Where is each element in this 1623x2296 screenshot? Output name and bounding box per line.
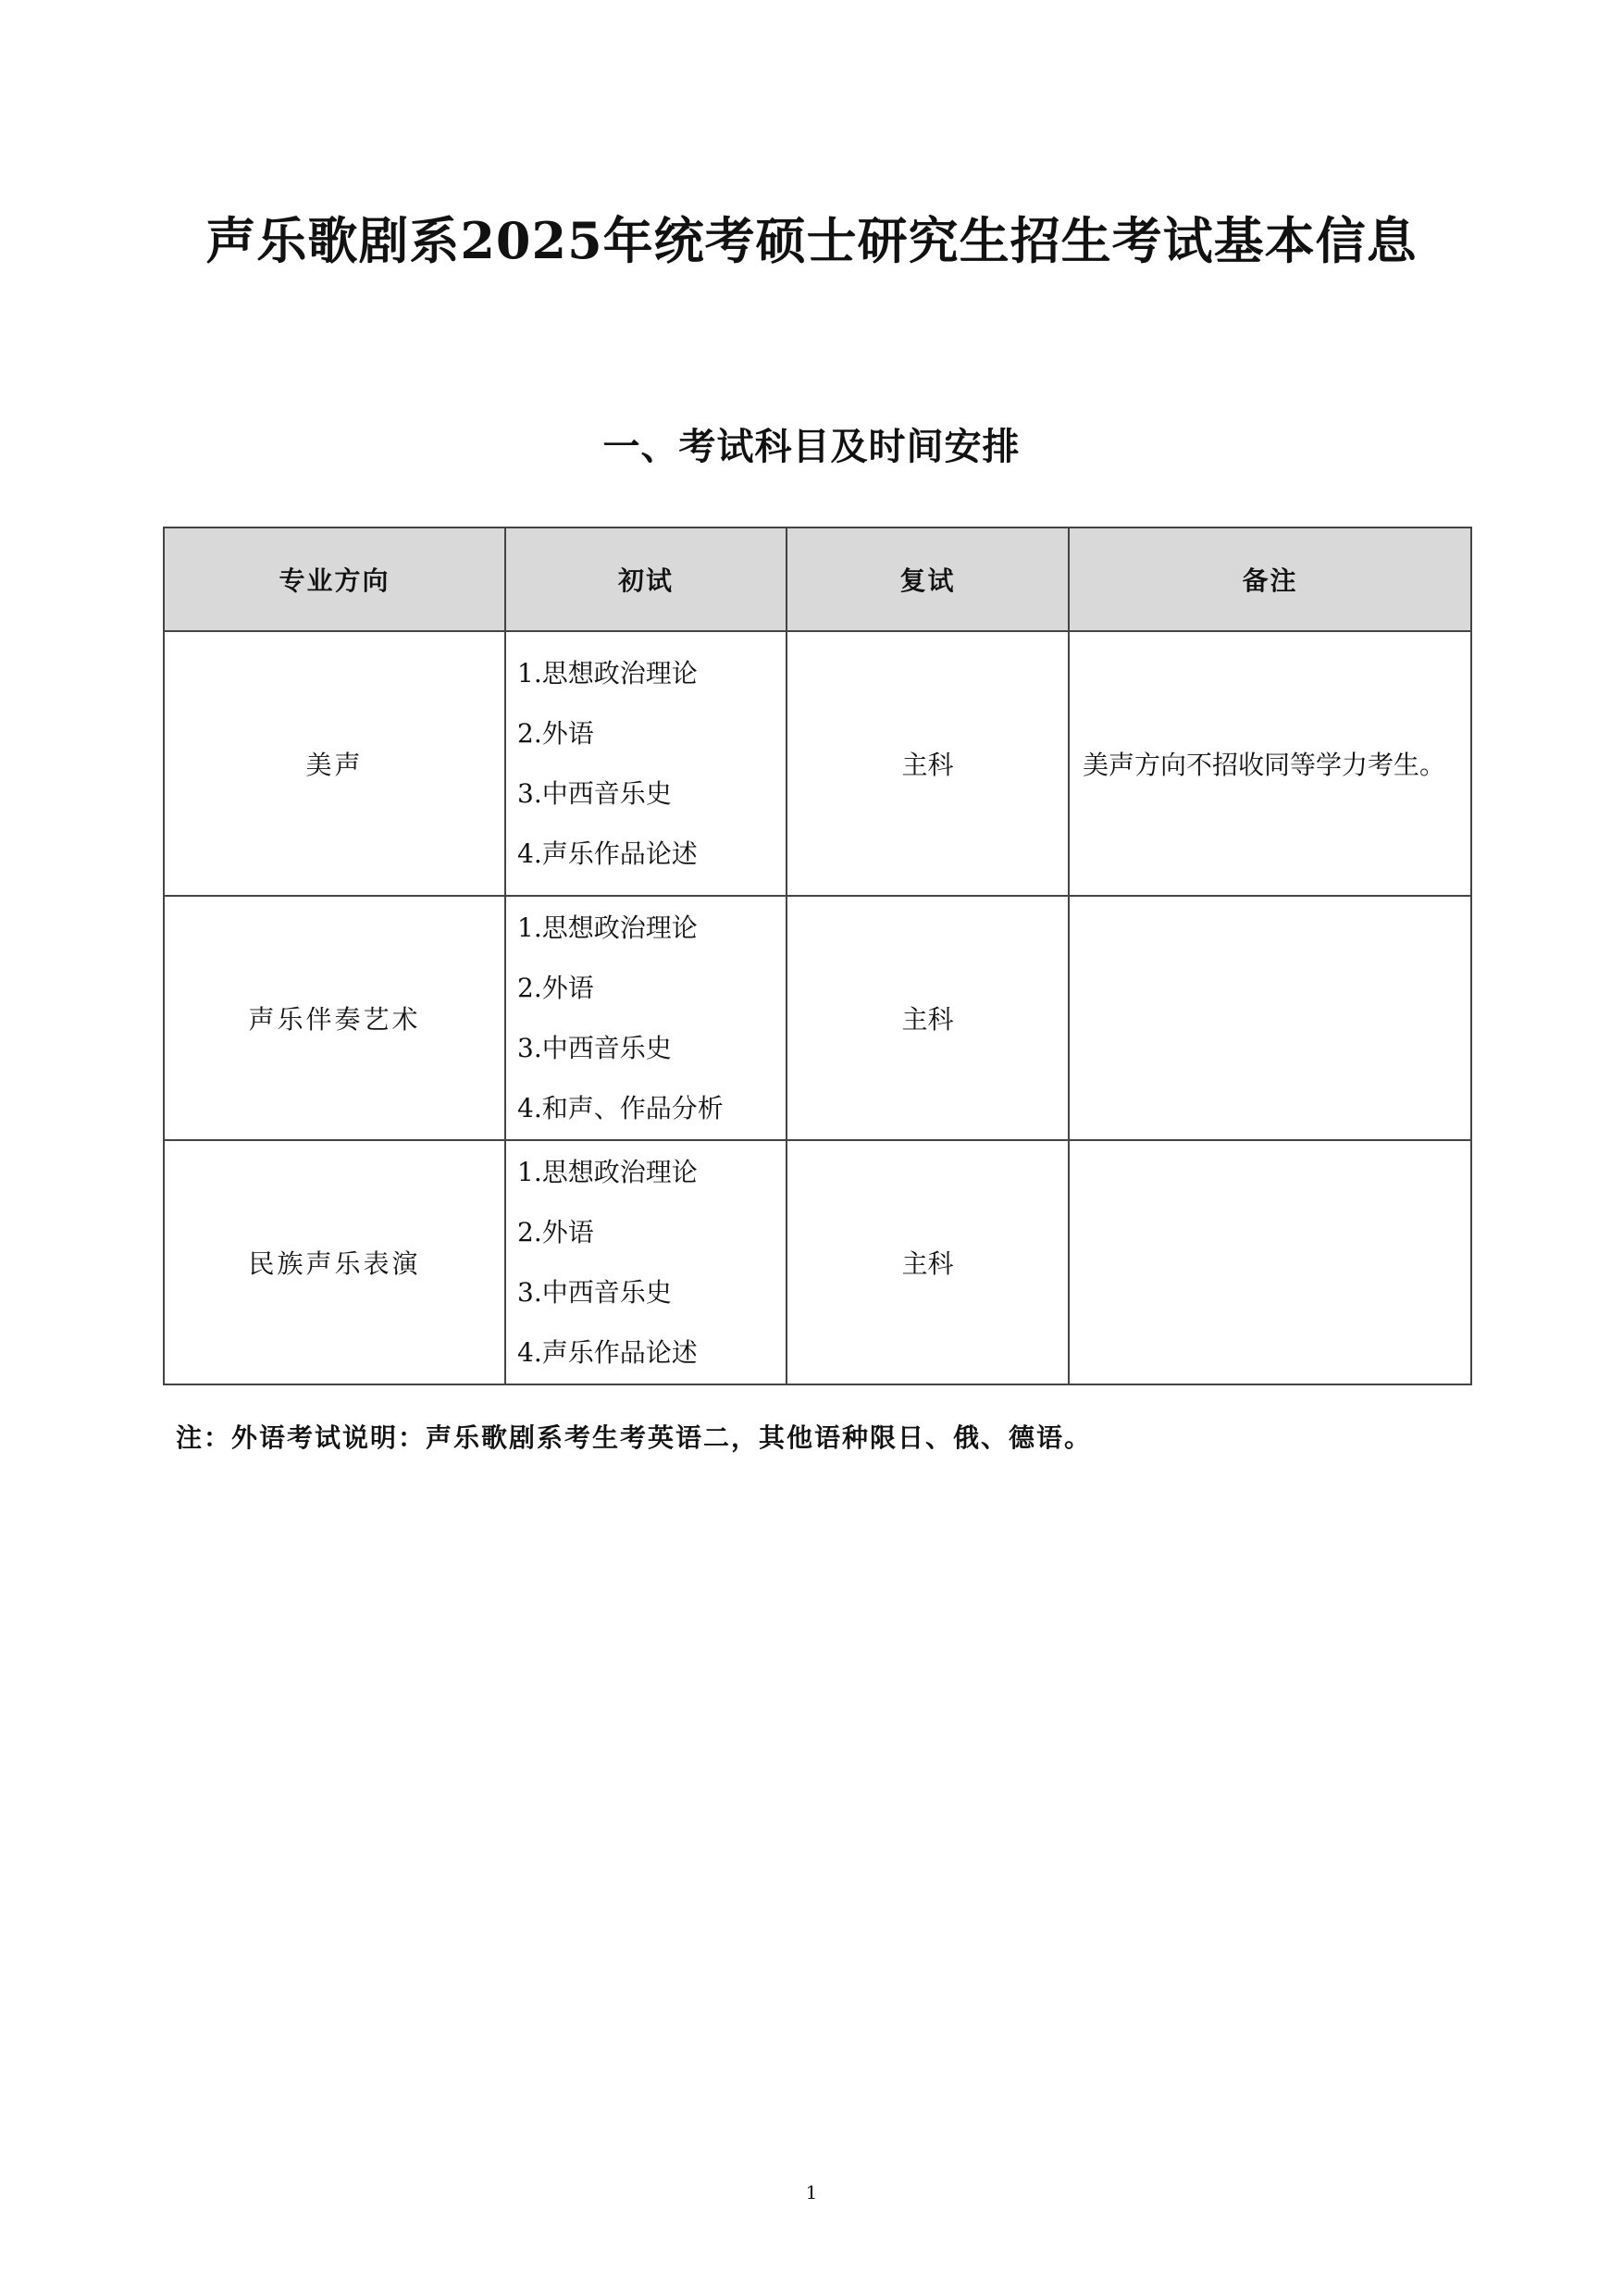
table-header-row: [164, 527, 1471, 631]
retest-cell: 主科: [787, 1140, 1069, 1384]
direction-cell: 声乐伴奏艺术: [164, 896, 505, 1140]
header-retest: 复试: [787, 527, 1069, 631]
exam-schedule-table: [163, 527, 1472, 1385]
subject-item: 4.声乐作品论述: [517, 1337, 698, 1368]
footnote: 注：外语考试说明：声乐歌剧系考生考英语二，其他语种限日、俄、德语。: [176, 1422, 1093, 1453]
table-row: [164, 631, 1471, 896]
direction-cell: 美声: [164, 631, 505, 896]
header-preliminary: 初试: [505, 527, 787, 631]
subject-item: 2.外语: [517, 718, 594, 749]
subject-item: 3.中西音乐史: [517, 1277, 672, 1308]
subject-item: 3.中西音乐史: [517, 778, 672, 809]
retest-cell: 主科: [787, 631, 1069, 896]
note-cell: 美声方向不招收同等学力考生。: [1069, 631, 1471, 896]
subject-item: 1.思想政治理论: [517, 912, 698, 943]
subject-item: 1.思想政治理论: [517, 658, 698, 689]
note-cell: [1069, 896, 1471, 1140]
note-cell: [1069, 1140, 1471, 1384]
section-heading: 一、考试科目及时间安排: [602, 425, 1021, 469]
subject-item: 2.外语: [517, 973, 594, 1003]
preliminary-cell: [505, 896, 787, 1140]
document-title: 声乐歌剧系2025年统考硕士研究生招生考试基本信息: [205, 211, 1418, 271]
subject-item: 4.声乐作品论述: [517, 838, 698, 869]
preliminary-cell: [505, 1140, 787, 1384]
retest-cell: 主科: [787, 896, 1069, 1140]
preliminary-cell: [505, 631, 787, 896]
subject-item: 1.思想政治理论: [517, 1157, 698, 1187]
table-row: [164, 896, 1471, 1140]
subject-item: 2.外语: [517, 1217, 594, 1247]
preliminary-subject-list: [517, 898, 786, 1138]
direction-cell: 民族声乐表演: [164, 1140, 505, 1384]
header-note: 备注: [1069, 527, 1471, 631]
page-number: 1: [805, 2181, 818, 2203]
table-row: [164, 1140, 1471, 1384]
preliminary-subject-list: [517, 643, 786, 884]
subject-item: 3.中西音乐史: [517, 1033, 672, 1063]
preliminary-subject-list: [517, 1142, 786, 1383]
header-direction: 专业方向: [164, 527, 505, 631]
subject-item: 4.和声、作品分析: [517, 1093, 724, 1123]
